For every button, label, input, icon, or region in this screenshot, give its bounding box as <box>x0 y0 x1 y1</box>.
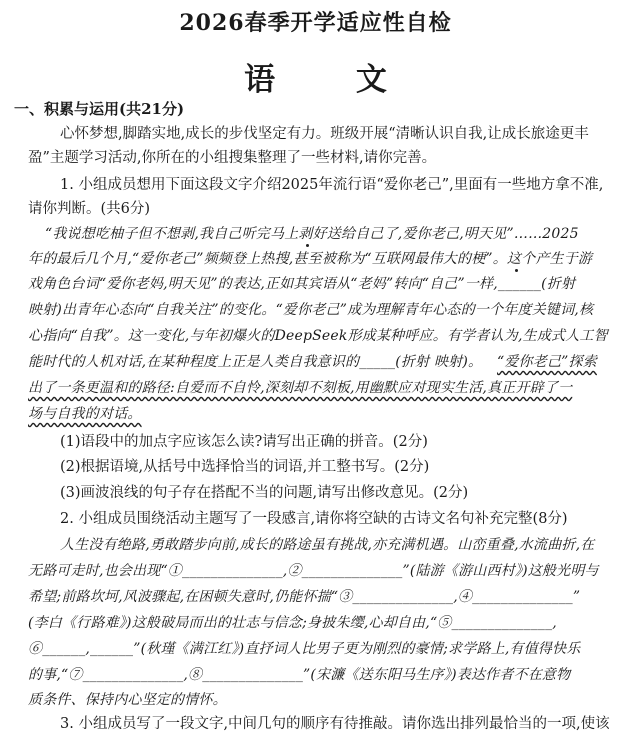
passage-line: 年的最后几个月,“爱你老己”频频登上热搜,甚至被称为“互联网最伟大的梗”。这个产生于游 <box>28 251 593 267</box>
subject-title: 语 文 <box>244 62 387 98</box>
fill-line: 无路可走时,也会出现“①______________,②______________”(陆游《游山西村》)这般光明与 <box>28 563 599 579</box>
passage-line: 映射)出青年心态向“自我关注”的变化。“爱你老己”成为理解青年心态的一个年度关键词,核 <box>28 302 594 318</box>
fill-line: (李白《行路难》)这般破局而出的壮志与信念;身披朱缨,心却自由,“⑤______________, <box>28 615 557 631</box>
passage-line: 心指向“自我”。这一变化,与年初爆火的DeepSeek形成某种呼应。有学者认为,生成式人工智 <box>28 328 608 344</box>
wavy-sentence: 场与自我的对话。 <box>28 406 142 422</box>
section-heading: 一、积累与运用(共21分) <box>14 100 185 118</box>
fill-line: 人生没有绝路,勇敢踏步向前,成长的路途虽有挑战,亦充满机遇。山峦重叠,水流曲折,在 <box>60 537 595 553</box>
question-2-stem: 2. 小组成员围绕活动主题写了一段感言,请你将空缺的古诗文名句补充完整(8分) <box>60 511 568 527</box>
exam-title: 2026春季开学适应性自检 <box>179 10 452 36</box>
section-intro-line: 盈”主题学习活动,你所在的小组搜集整理了一些材料,请你完善。 <box>28 150 437 166</box>
wavy-sentence: 出了一条更温和的路径:自爱而不自怜,深刻却不刻板,用幽默应对现实生活,真正开辟了一 <box>28 380 573 396</box>
section-intro-line: 心怀梦想,脚踏实地,成长的步伐坚定有力。班级开展“清晰认识自我,让成长旅途更丰 <box>60 126 589 142</box>
subquestion: (2)根据语境,从括号中选择恰当的词语,并工整书写。(2分) <box>60 459 430 475</box>
fill-line: 质条件、保持内心坚定的情怀。 <box>28 692 227 708</box>
emphasis-dot <box>306 244 309 247</box>
passage-line: “我说想吃柚子但不想剥,我自己听完马上剥好送给自己了,爱你老己,明天见”……2025 <box>45 226 579 242</box>
passage-line: 能时代的人机对话,在某种程度上正是人类自我意识的_____(折射 映射)。 <box>28 354 483 370</box>
subquestion: (3)画波浪线的句子存在搭配不当的问题,请写出修改意见。(2分) <box>60 485 469 501</box>
question-3-stem: 3. 小组成员写了一段文字,中间几句的顺序有待推敲。请你选出排列最恰当的一项,使该 <box>60 716 610 732</box>
subquestion: (1)语段中的加点字应该怎么读?请写出正确的拼音。(2分) <box>60 434 428 450</box>
question-1-stem: 1. 小组成员想用下面这段文字介绍2025年流行语“爱你老己”,里面有一些地方拿不准, <box>60 177 604 193</box>
emphasis-dot <box>515 269 518 272</box>
wavy-sentence: “爱你老己”探索 <box>497 354 597 370</box>
passage-line: 戏角色台词“爱你老妈,明天见”的表达,正如其宾语从“老妈”转向“自己”一样,______(折射 <box>28 276 576 292</box>
question-1-stem: 请你判断。(共6分) <box>28 201 151 217</box>
fill-line: 希望;前路坎坷,风波骤起,在困顿失意时,仍能怀揣“③______________,④______________” <box>28 589 581 605</box>
fill-line: ⑥______,______”(秋瑾《满江红》)直抒词人比男子更为刚烈的豪情;求学路上,有值得快乐 <box>28 641 581 657</box>
fill-line: 的事,“⑦______________,⑧______________”(宋濂《送东阳马生序》)表达作者不在意物 <box>28 667 571 683</box>
